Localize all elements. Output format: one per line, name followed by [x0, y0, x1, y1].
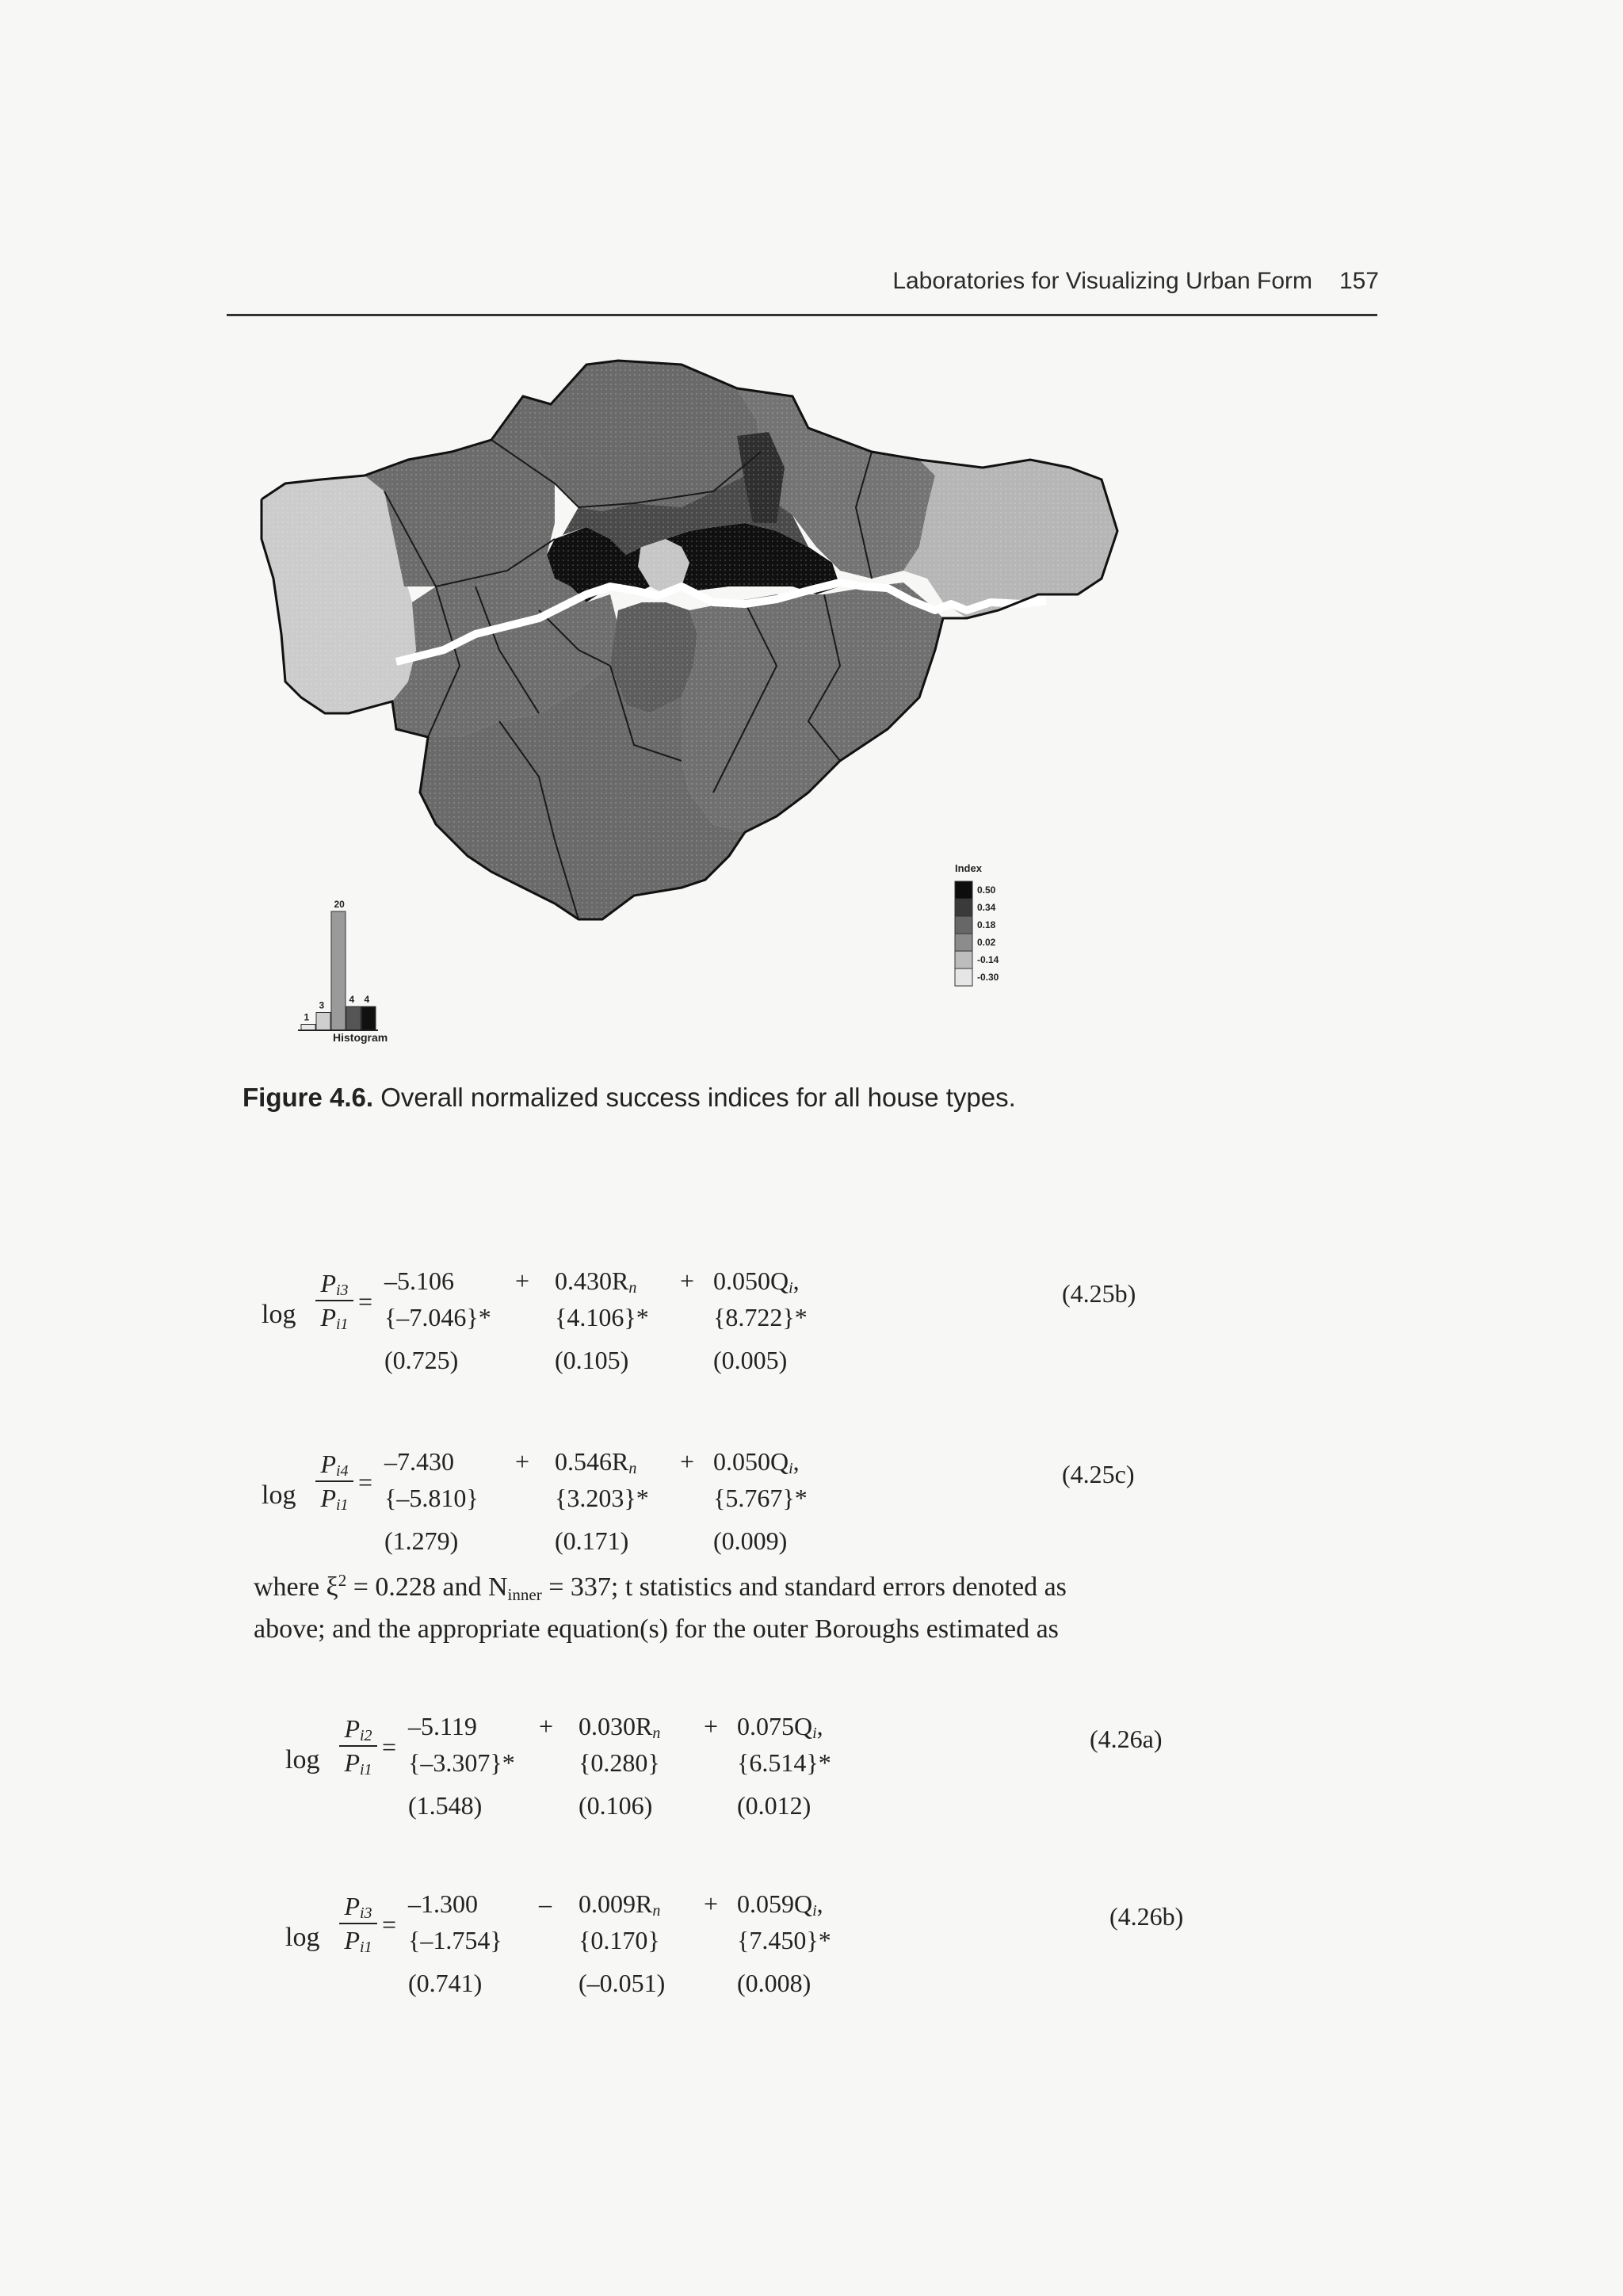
numerator-subscript: i2	[359, 1727, 372, 1744]
ratio-denominator	[338, 1747, 379, 1778]
constant-term: –7.430	[384, 1447, 454, 1476]
probability-ratio	[338, 1712, 379, 1778]
operator: +	[680, 1447, 695, 1476]
ratio-denominator	[314, 1301, 355, 1333]
legend-title: Index	[955, 862, 982, 874]
r-coefficient: 0.030R	[579, 1712, 653, 1740]
q-term: {5.767}*	[713, 1484, 808, 1512]
paragraph-line-1	[254, 1563, 1442, 1612]
equals-sign: =	[358, 1468, 373, 1496]
constant-term: (0.725)	[384, 1346, 459, 1374]
histogram-bar	[331, 911, 346, 1030]
equation	[285, 1889, 1220, 2024]
operator: +	[704, 1712, 719, 1740]
ratio-denominator	[338, 1924, 379, 1956]
ratio-numerator	[338, 1712, 379, 1745]
r-coefficient: 0.009R	[579, 1889, 653, 1918]
log-symbol: log	[262, 1480, 296, 1510]
figure-caption	[242, 1083, 1431, 1113]
constant-term: (1.548)	[408, 1791, 483, 1820]
r-term: {3.203}*	[555, 1484, 649, 1512]
q-term	[737, 1712, 823, 1743]
histogram-bar	[316, 1013, 330, 1031]
operator: –	[539, 1889, 552, 1918]
denominator-subscript: i1	[359, 1761, 372, 1778]
q-coefficient: 0.075Q	[737, 1712, 813, 1740]
r-term	[555, 1447, 636, 1478]
p-symbol: P	[344, 1714, 360, 1743]
figure-caption-text: Overall normalized success indices for all house types.	[373, 1083, 1016, 1112]
p-symbol: P	[344, 1926, 360, 1954]
equals-sign: =	[358, 1287, 373, 1316]
legend-swatch	[955, 968, 972, 986]
probability-ratio	[338, 1889, 379, 1956]
r-term	[555, 1266, 636, 1297]
legend-value: -0.30	[977, 972, 999, 983]
p-symbol: P	[344, 1748, 360, 1777]
q-term: (0.012)	[737, 1791, 812, 1820]
paragraph-text: = 337; t statistics and standard errors denoted as	[541, 1572, 1067, 1602]
comma: ,	[792, 1447, 800, 1476]
r-coefficient: 0.430R	[555, 1266, 629, 1295]
equals-sign: =	[382, 1733, 397, 1761]
p-symbol: P	[320, 1450, 336, 1478]
comma: ,	[816, 1889, 823, 1918]
operator: +	[680, 1266, 695, 1295]
p-symbol: P	[320, 1303, 336, 1331]
constant-term: (1.279)	[384, 1526, 459, 1555]
n-inner-subscript: inner	[507, 1585, 542, 1604]
comma: ,	[816, 1712, 823, 1740]
log-symbol: log	[262, 1300, 296, 1329]
histogram-label: Histogram	[333, 1031, 388, 1044]
page-number: 157	[1338, 268, 1379, 294]
probability-ratio	[314, 1447, 355, 1514]
p-symbol: P	[320, 1269, 336, 1297]
equation	[262, 1447, 1197, 1582]
equation-number: (4.25b)	[1062, 1279, 1136, 1308]
q-term: {6.514}*	[737, 1748, 831, 1777]
n-subscript: n	[652, 1725, 661, 1742]
constant-term: –1.300	[408, 1889, 478, 1918]
numerator-subscript: i3	[359, 1904, 372, 1922]
legend-value: 0.34	[977, 902, 996, 913]
constant-term: {–5.810}	[384, 1484, 479, 1512]
r-term: (0.105)	[555, 1346, 629, 1374]
log-symbol: log	[285, 1923, 320, 1952]
i-subscript: i	[789, 1279, 793, 1297]
constant-term: {–7.046}*	[384, 1303, 491, 1331]
q-term	[737, 1889, 823, 1920]
q-term: (0.008)	[737, 1969, 812, 1997]
q-term	[713, 1447, 800, 1478]
operator: +	[704, 1889, 719, 1918]
paragraph-text: = 0.228 and N	[346, 1572, 508, 1602]
histogram-bar-count: 4	[349, 994, 355, 1005]
q-term: (0.009)	[713, 1526, 788, 1555]
histogram-bar	[361, 1007, 376, 1030]
legend-value: -0.14	[977, 954, 999, 965]
r-term: (–0.051)	[579, 1969, 666, 1997]
equation-number: (4.25c)	[1062, 1460, 1135, 1488]
histogram-bar-count: 3	[319, 999, 325, 1011]
r-term	[579, 1712, 660, 1743]
constant-term: {–3.307}*	[408, 1748, 515, 1777]
equation-number: (4.26b)	[1109, 1902, 1184, 1931]
constant-term: {–1.754}	[408, 1926, 502, 1954]
operator: +	[515, 1447, 530, 1476]
legend-value: 0.50	[977, 884, 996, 896]
q-term	[713, 1266, 800, 1297]
histogram-bar	[346, 1007, 361, 1030]
r-term: (0.106)	[579, 1791, 653, 1820]
paragraph-text: where ξ	[254, 1572, 338, 1602]
r-term: {4.106}*	[555, 1303, 649, 1331]
running-head	[238, 265, 1379, 312]
header-rule	[227, 314, 1377, 316]
figure-caption-label: Figure 4.6.	[242, 1083, 374, 1112]
ratio-numerator	[338, 1889, 379, 1923]
legend-swatch	[955, 934, 972, 951]
operator: +	[539, 1712, 554, 1740]
ratio-denominator	[314, 1482, 355, 1514]
equation	[262, 1266, 1197, 1401]
i-subscript: i	[812, 1725, 817, 1742]
xi-superscript: 2	[338, 1571, 347, 1590]
histogram-bar	[301, 1025, 315, 1031]
r-term: {0.170}	[579, 1926, 660, 1954]
p-symbol: P	[320, 1484, 336, 1512]
equals-sign: =	[382, 1910, 397, 1939]
q-term: (0.005)	[713, 1346, 788, 1374]
probability-ratio	[314, 1266, 355, 1333]
running-head-title: Laboratories for Visualizing Urban Form	[892, 268, 1312, 294]
r-term: {0.280}	[579, 1748, 660, 1777]
p-symbol: P	[344, 1892, 360, 1920]
operator: +	[515, 1266, 530, 1295]
map-dot-screen	[254, 349, 1141, 951]
i-subscript: i	[812, 1902, 817, 1920]
numerator-subscript: i3	[335, 1282, 349, 1299]
q-term: {8.722}*	[713, 1303, 808, 1331]
q-coefficient: 0.059Q	[737, 1889, 813, 1918]
denominator-subscript: i1	[335, 1496, 349, 1514]
figure-4-6	[238, 349, 1371, 1062]
denominator-subscript: i1	[359, 1939, 372, 1956]
constant-term: –5.119	[408, 1712, 477, 1740]
legend-swatch	[955, 916, 972, 934]
ratio-numerator	[314, 1447, 355, 1480]
comma: ,	[792, 1266, 800, 1295]
body-paragraph	[254, 1563, 1442, 1647]
london-choropleth-map	[238, 349, 1371, 1062]
constant-term: (0.741)	[408, 1969, 483, 1997]
constant-term: –5.106	[384, 1266, 454, 1295]
legend-value: 0.02	[977, 937, 996, 948]
r-term: (0.171)	[555, 1526, 629, 1555]
ratio-numerator	[314, 1266, 355, 1300]
paragraph-line-2: above; and the appropriate equation(s) for the outer Boroughs estimated as	[254, 1614, 1059, 1644]
legend-swatch	[955, 881, 972, 899]
legend-swatch	[955, 951, 972, 968]
denominator-subscript: i1	[335, 1316, 349, 1333]
legend-swatch	[955, 899, 972, 916]
histogram-bar-count: 4	[364, 994, 370, 1005]
i-subscript: i	[789, 1460, 793, 1477]
histogram-bar-count: 20	[334, 899, 345, 910]
r-coefficient: 0.546R	[555, 1447, 629, 1476]
numerator-subscript: i4	[335, 1462, 349, 1480]
equation-number: (4.26a)	[1090, 1725, 1163, 1753]
q-coefficient: 0.050Q	[713, 1266, 789, 1295]
n-subscript: n	[652, 1902, 661, 1920]
q-term: {7.450}*	[737, 1926, 831, 1954]
n-subscript: n	[628, 1279, 637, 1297]
legend-value: 0.18	[977, 919, 996, 930]
r-term	[579, 1889, 660, 1920]
equation	[285, 1712, 1220, 1847]
n-subscript: n	[628, 1460, 637, 1477]
histogram-bar-count: 1	[304, 1011, 310, 1023]
log-symbol: log	[285, 1745, 320, 1775]
q-coefficient: 0.050Q	[713, 1447, 789, 1476]
